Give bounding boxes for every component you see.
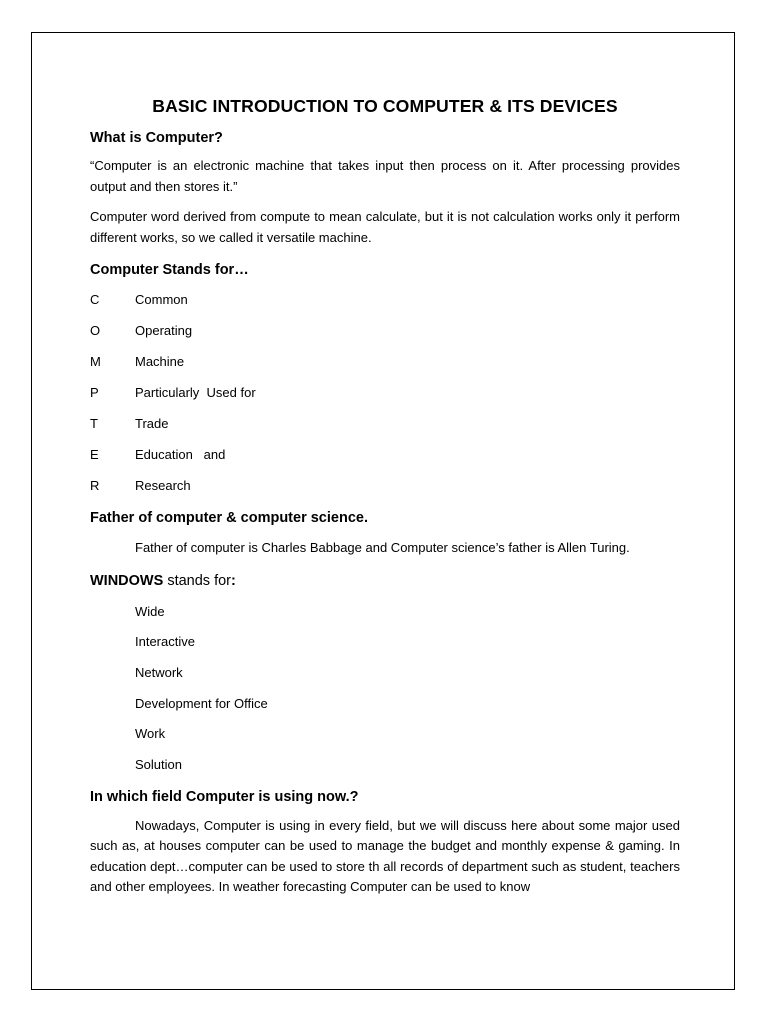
acronym-row bbox=[90, 290, 680, 310]
windows-heading-bold: WINDOWS bbox=[90, 572, 164, 589]
acronym-letter: M bbox=[90, 354, 101, 369]
windows-list-item: Network bbox=[135, 664, 183, 680]
acronym-letter: C bbox=[90, 292, 100, 307]
acronym-word: Particularly Used for bbox=[135, 385, 256, 400]
document-body bbox=[90, 94, 680, 908]
acronym-word: Trade bbox=[135, 416, 169, 431]
windows-list-item: Solution bbox=[135, 756, 182, 772]
acronym-row bbox=[90, 414, 680, 434]
acronym-row bbox=[90, 321, 680, 341]
acronym-row bbox=[90, 445, 680, 465]
windows-list-item: Development for Office bbox=[135, 695, 268, 711]
acronym-list bbox=[90, 290, 680, 496]
acronym-word: Machine bbox=[135, 354, 185, 369]
heading-what-is-computer: What is Computer? bbox=[90, 130, 223, 146]
fields-paragraph: Nowadays, Computer is using in every field, but we will discuss here about some major used such as, at houses computer can be used to manage the budget and monthly expense & gaming. In education dept…computer can be used to store th all records of department such as student, teachers and other employees. In weather forecasting Computer can be used to know bbox=[90, 817, 680, 895]
acronym-row bbox=[90, 383, 680, 403]
acronym-row bbox=[90, 476, 680, 496]
windows-heading-normal: stands for bbox=[163, 572, 231, 589]
windows-heading-colon: : bbox=[231, 572, 236, 589]
heading-computer-fields: In which field Computer is using now.? bbox=[90, 788, 359, 805]
acronym-word: Operating bbox=[135, 323, 193, 338]
heading-windows-stands-for bbox=[90, 571, 680, 591]
windows-list-item: Wide bbox=[135, 603, 165, 619]
acronym-letter: P bbox=[90, 385, 99, 400]
acronym-word: Education and bbox=[135, 447, 226, 462]
definition-paragraph: “Computer is an electronic machine that takes input then process on it. After processing provides output and then stores it.” bbox=[90, 158, 680, 194]
acronym-row bbox=[90, 352, 680, 372]
acronym-letter: R bbox=[90, 478, 100, 493]
acronym-word: Research bbox=[135, 478, 191, 493]
windows-list-item: Interactive bbox=[135, 634, 195, 650]
acronym-letter: E bbox=[90, 447, 99, 462]
acronym-letter: O bbox=[90, 323, 101, 338]
father-paragraph: Father of computer is Charles Babbage and Computer science’s father is Allen Turing. bbox=[135, 540, 630, 555]
heading-father-of-computer: Father of computer & computer science. bbox=[90, 510, 368, 526]
acronym-word: Common bbox=[135, 292, 188, 307]
acronym-letter: T bbox=[90, 416, 98, 431]
derivation-paragraph: Computer word derived from compute to mean calculate, but it is not calculation works only it perform different works, so we called it versatile machine. bbox=[90, 209, 680, 245]
windows-acronym-list bbox=[90, 602, 680, 775]
heading-computer-stands-for: Computer Stands for… bbox=[90, 262, 249, 278]
document-title: BASIC INTRODUCTION TO COMPUTER & ITS DEVICES bbox=[152, 96, 618, 116]
windows-list-item: Work bbox=[135, 726, 166, 742]
